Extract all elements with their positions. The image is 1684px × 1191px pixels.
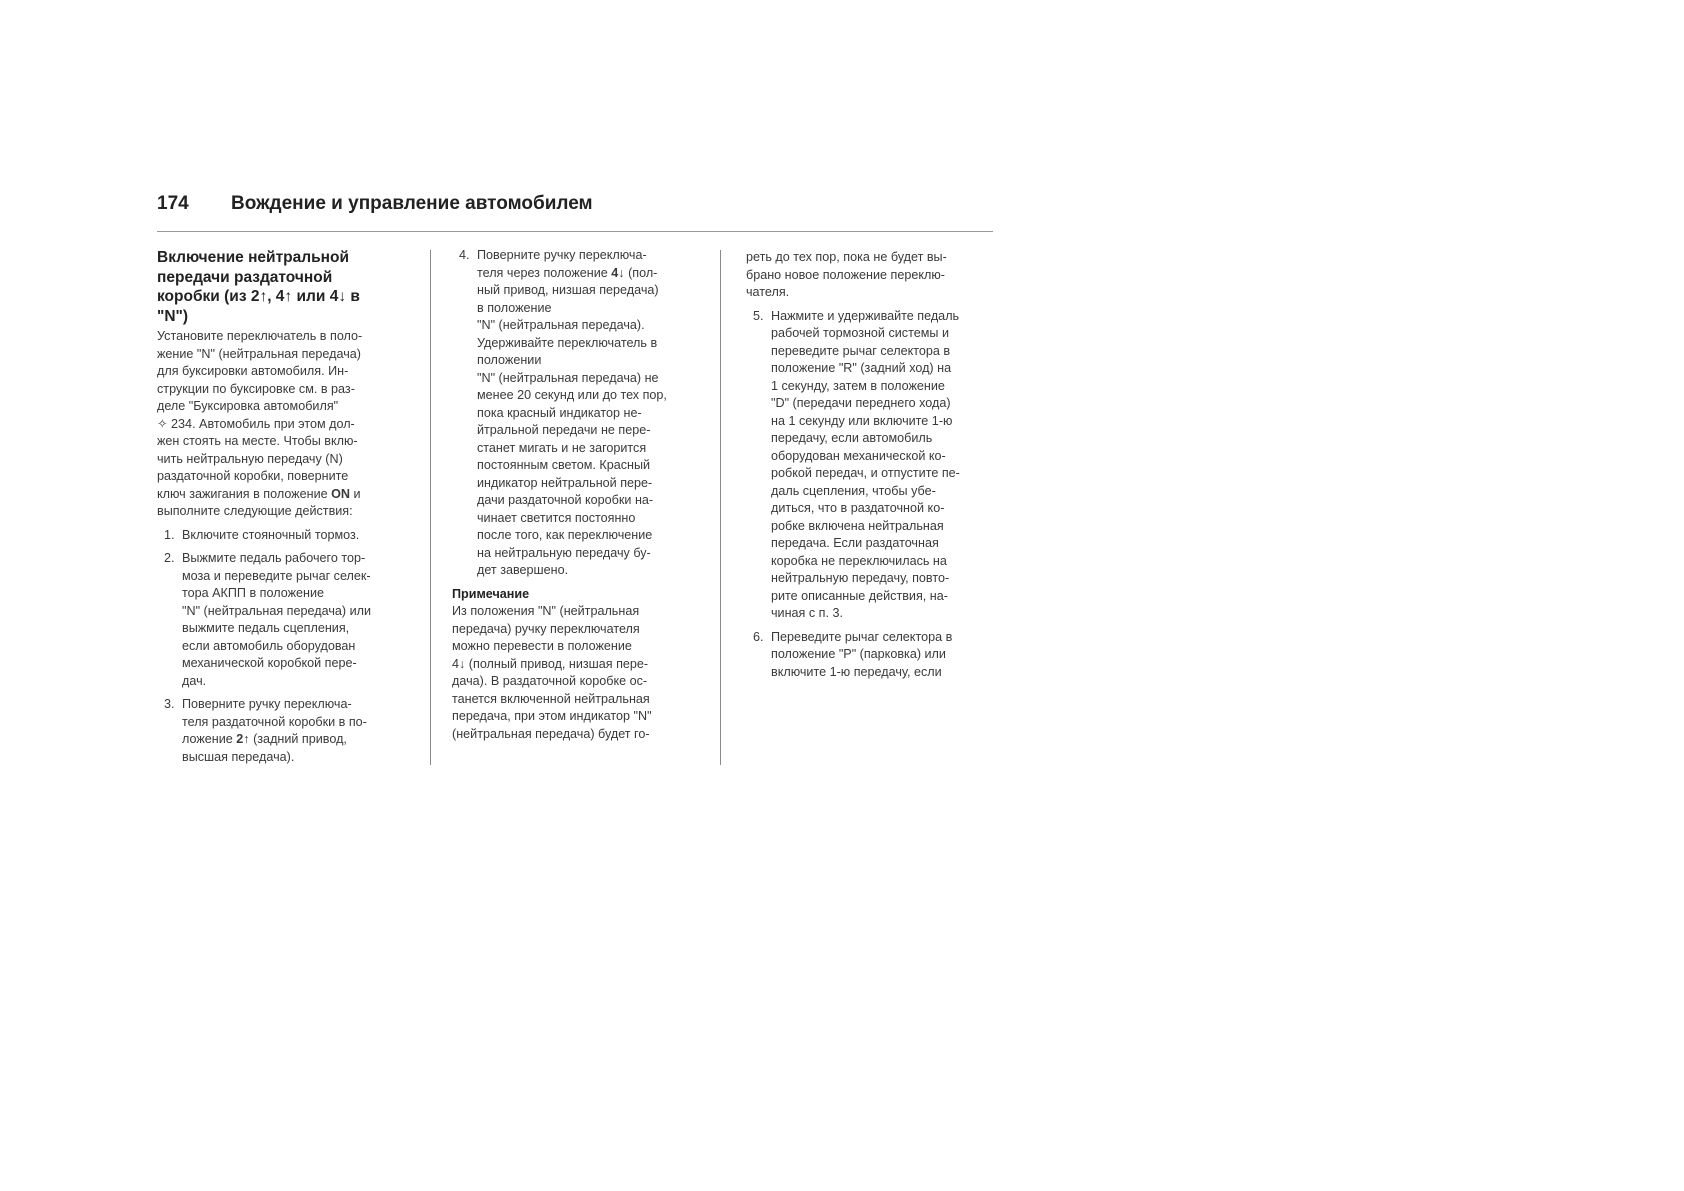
text-run: и: [350, 486, 361, 501]
text-line: [182, 731, 419, 749]
text-line: станет мигать и не загорится: [477, 440, 647, 455]
text-line: "D" (передачи переднего хода): [771, 396, 951, 410]
text-line: Установите переключатель в поло-: [157, 329, 363, 343]
column-right: [746, 249, 996, 681]
text-line: чинает светится постоянно: [477, 510, 636, 525]
heading-line: передачи раздаточной: [157, 268, 333, 286]
text-line: выжмите педаль сцепления,: [182, 621, 350, 635]
running-title: Вождение и управление автомобилем: [231, 193, 593, 214]
step-item: [746, 308, 996, 623]
heading-line: "N"): [157, 307, 189, 325]
column-divider: [430, 250, 431, 765]
text-line: 4↓ (полный привод, низшая пере-: [452, 656, 649, 671]
text-line: струкции по буксировке см. в раз-: [157, 381, 355, 396]
step-item: [746, 629, 996, 682]
text-line: на 1 секунду или включите 1-ю: [771, 413, 953, 428]
section-heading: [157, 248, 419, 326]
text-line: брано новое положение переклю-: [746, 267, 945, 282]
text-line: Удерживайте переключатель в: [477, 335, 658, 350]
text-line: рите описанные действия, на-: [771, 588, 948, 603]
continued-paragraph: [746, 249, 996, 302]
step-item: [157, 550, 419, 690]
text-line: механической коробкой пере-: [182, 656, 357, 670]
text-line: [477, 265, 707, 283]
text-line: положение "R" (задний ход) на: [771, 361, 952, 375]
step-item: [157, 696, 419, 766]
text-line: раздаточной коробки, поверните: [157, 469, 349, 483]
text-line: передачу, если автомобиль: [771, 431, 933, 445]
text-run: ↓ (пол-: [618, 265, 658, 280]
text-line: коробка не переключилась на: [771, 553, 947, 568]
step-number: 4.: [459, 248, 470, 262]
text-line: передача) ручку переключателя: [452, 621, 640, 636]
text-line: Поверните ручку переключа-: [182, 697, 352, 711]
text-line: Из положения "N" (нейтральная: [452, 604, 640, 618]
step-number: 5.: [753, 308, 764, 323]
text-line: робке включена нейтральная: [771, 518, 944, 533]
column-left: [157, 248, 419, 766]
text-line: дач.: [182, 673, 207, 688]
text-line: нейтральную передачу, повто-: [771, 571, 950, 585]
text-line: дет завершено.: [477, 563, 569, 577]
text-line: "N" (нейтральная передача) не: [477, 370, 659, 385]
text-line: чателя.: [746, 285, 790, 299]
text-line: для буксировки автомобиля. Ин-: [157, 364, 349, 378]
text-line: переведите рычаг селектора в: [771, 343, 951, 358]
text-line: на нейтральную передачу бу-: [477, 545, 651, 560]
text-line: жение "N" (нейтральная передача): [157, 346, 361, 361]
step-item: [157, 527, 419, 545]
header-divider: [157, 231, 993, 232]
text-line: Поверните ручку переключа-: [477, 248, 647, 262]
text-line: жен стоять на месте. Чтобы вклю-: [157, 434, 358, 448]
text-line: дачи раздаточной коробки на-: [477, 493, 654, 507]
text-line: танется включенной нейтральная: [452, 691, 650, 706]
text-line: ный привод, низшая передача): [477, 283, 659, 297]
text-line: индикатор нейтральной пере-: [477, 475, 653, 490]
step-number: 2.: [164, 551, 175, 565]
column-middle: [452, 247, 707, 743]
column-divider: [720, 250, 721, 765]
text-run: теля через положение: [477, 265, 612, 280]
text-line: рабочей тормозной системы и: [771, 326, 949, 340]
text-line: положение "P" (парковка) или: [771, 647, 946, 661]
text-line: деле "Буксировка автомобиля": [157, 399, 339, 413]
note-block: [452, 586, 707, 744]
text-line: Выжмите педаль рабочего тор-: [182, 551, 366, 565]
text-line: постоянным светом. Красный: [477, 458, 651, 472]
text-line: включите 1-ю передачу, если: [771, 664, 942, 679]
text-line: реть до тех пор, пока не будет вы-: [746, 250, 947, 264]
text-line: робкой передач, и отпустите пе-: [771, 466, 960, 480]
text-line: менее 20 секунд или до тех пор,: [477, 388, 667, 402]
gear-position-label: 4: [611, 265, 619, 280]
text-line: в положение: [477, 300, 552, 315]
text-line: после того, как переключение: [477, 528, 653, 542]
step-number: 6.: [753, 629, 764, 644]
text-run: ложение: [182, 732, 237, 746]
text-line: высшая передача).: [182, 749, 295, 764]
text-line: моза и переведите рычаг селек-: [182, 568, 371, 583]
text-line: йтральной передачи не пере-: [477, 423, 651, 437]
text-line: можно перевести в положение: [452, 639, 632, 653]
steps-list: [157, 527, 419, 767]
text-line: чиная с п. 3.: [771, 606, 843, 620]
text-line: выполните следующие действия:: [157, 504, 353, 518]
text-line: [157, 486, 419, 504]
text-run: ↑ (задний привод,: [243, 732, 347, 746]
text-line: диться, что в раздаточной ко-: [771, 501, 945, 515]
gear-position-label: 2: [236, 732, 244, 746]
intro-paragraph: [157, 328, 419, 521]
step-number: 3.: [164, 697, 175, 711]
text-line: "N" (нейтральная передача) или: [182, 603, 371, 618]
heading-line: Включение нейтральной: [157, 249, 349, 266]
text-line: (нейтральная передача) будет го-: [452, 726, 650, 741]
ignition-key-position: ON: [331, 486, 350, 501]
step-item: [452, 247, 707, 580]
text-line: если автомобиль оборудован: [182, 638, 356, 653]
text-line: теля раздаточной коробки в по-: [182, 714, 367, 729]
steps-list: [746, 308, 996, 682]
text-line: пока красный индикатор не-: [477, 405, 642, 420]
text-line: оборудован механической ко-: [771, 448, 946, 463]
heading-line: коробки (из 2↑, 4↑ или 4↓ в: [157, 288, 360, 305]
text-line: 1 секунду, затем в положение: [771, 378, 945, 393]
text-line: передача, при этом индикатор "N": [452, 709, 652, 723]
text-line: чить нейтральную передачу (N): [157, 451, 343, 466]
page-number: 174: [157, 193, 189, 214]
text-line: даль сцепления, чтобы убе-: [771, 483, 936, 498]
text-line: "N" (нейтральная передача).: [477, 318, 645, 332]
text-line: ✧ 234. Автомобиль при этом дол-: [157, 416, 355, 431]
text-line: Включите стояночный тормоз.: [182, 527, 360, 542]
steps-list: [452, 247, 707, 580]
text-line: дача). В раздаточной коробке ос-: [452, 674, 648, 688]
step-number: 1.: [164, 527, 175, 542]
text-line: положении: [477, 353, 542, 367]
note-title: Примечание: [452, 586, 530, 601]
text-line: Переведите рычаг селектора в: [771, 629, 953, 644]
text-run: ключ зажигания в положение: [157, 486, 332, 501]
text-line: передача. Если раздаточная: [771, 536, 939, 550]
text-line: Нажмите и удерживайте педаль: [771, 308, 960, 323]
text-line: тора АКПП в положение: [182, 586, 324, 600]
